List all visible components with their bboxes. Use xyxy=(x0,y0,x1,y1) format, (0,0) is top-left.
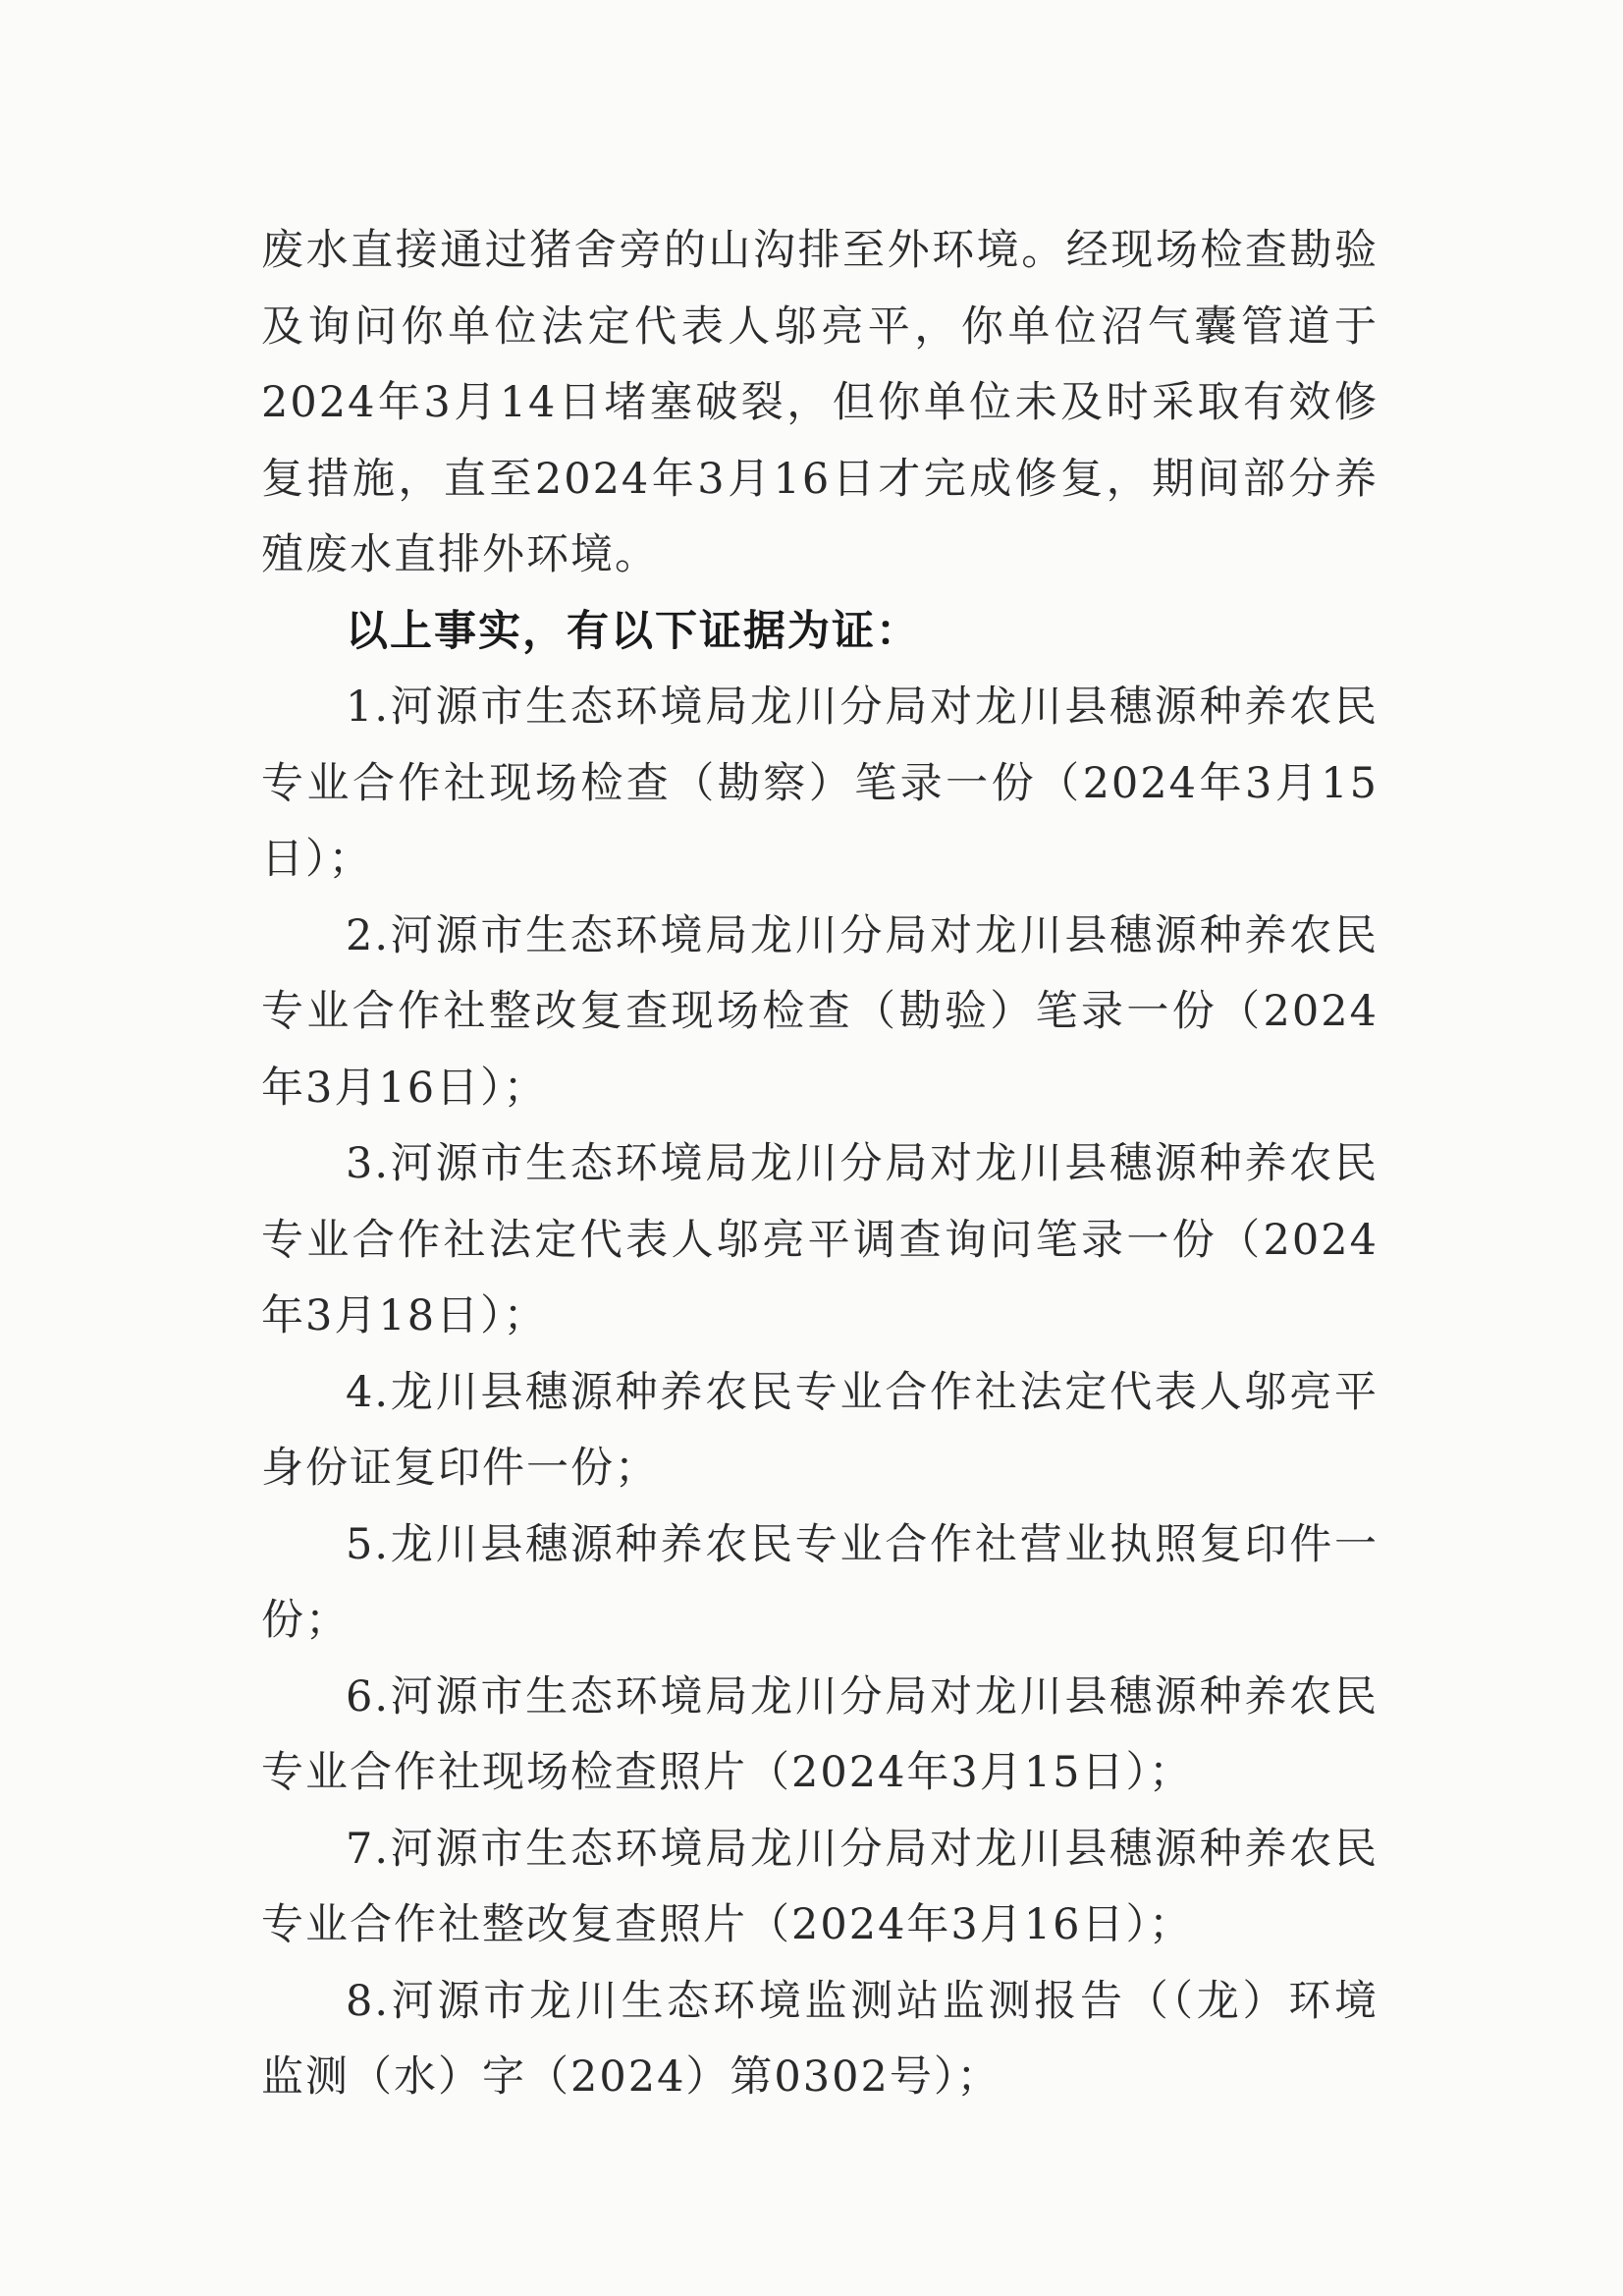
document-body xyxy=(261,213,1379,2116)
evidence-item-3: 3.河源市生态环境局龙川分局对龙川县穗源种养农民专业合作社法定代表人邬亮平调查询问笔录一份（2024年3月18日）； xyxy=(261,1139,1379,1340)
evidence-item-2: 2.河源市生态环境局龙川分局对龙川县穗源种养农民专业合作社整改复查现场检查（勘验）笔录一份（2024年3月16日）； xyxy=(261,910,1379,1113)
evidence-item-6: 6.河源市生态环境局龙川分局对龙川县穗源种养农民专业合作社现场检查照片（2024年3月15日）； xyxy=(261,1671,1379,1797)
evidence-item-5: 5.龙川县穗源种养农民专业合作社营业执照复印件一份； xyxy=(261,1519,1379,1645)
evidence-item-4: 4.龙川县穗源种养农民专业合作社法定代表人邬亮平身份证复印件一份； xyxy=(261,1367,1379,1493)
evidence-heading: 以上事实，有以下证据为证： xyxy=(346,606,920,656)
facts-paragraph: 废水直接通过猪舍旁的山沟排至外环境。经现场检查勘验及询问你单位法定代表人邬亮平，你单位沼气囊管道于2024年3月14日堵塞破裂，但你单位未及时采取有效修复措施，直至2024年3月16日才完成修复，期间部分养殖废水直排外环境。 xyxy=(261,226,1379,579)
evidence-item-7: 7.河源市生态环境局龙川分局对龙川县穗源种养农民专业合作社整改复查照片（2024年3月16日）； xyxy=(261,1824,1379,1949)
evidence-item-1: 1.河源市生态环境局龙川分局对龙川县穗源种养农民专业合作社现场检查（勘察）笔录一份（2024年3月15日）； xyxy=(261,683,1379,884)
evidence-item-8: 8.河源市龙川生态环境监测站监测报告（（龙）环境监测（水）字（2024）第0302号）； xyxy=(261,1976,1379,2102)
